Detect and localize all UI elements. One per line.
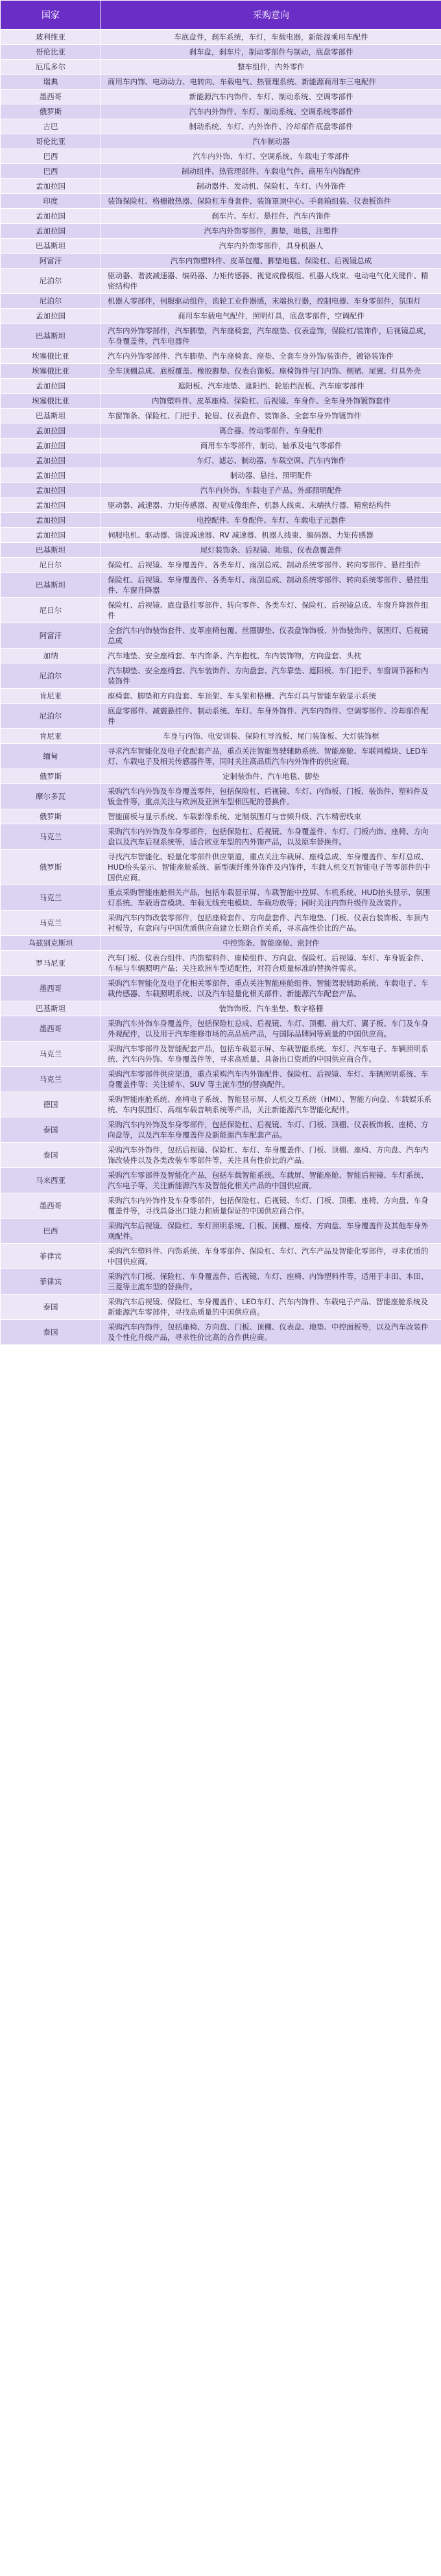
intent-cell: 商用车车载电气配件，照明灯具，底盘零部件，空调配件 bbox=[101, 309, 441, 324]
country-cell: 泰国 bbox=[1, 1294, 101, 1320]
country-cell: 玻利维亚 bbox=[1, 30, 101, 45]
country-cell: 巴西 bbox=[1, 164, 101, 179]
intent-cell: 采购汽车外饰件，包括后视镜、保险杠、车灯、车身覆盖件、门板、顶棚、座椅、方向盘、汽车内饰改装件以及各类改装车零部件等，关注具有性价比的产品。 bbox=[101, 1143, 441, 1168]
country-cell: 孟加拉国 bbox=[1, 453, 101, 468]
table-row bbox=[1, 1092, 441, 1117]
country-cell: 罗马尼亚 bbox=[1, 951, 101, 976]
table-row bbox=[1, 438, 441, 453]
table-header-row bbox=[1, 1, 441, 30]
intent-cell: 智能面板与显示系统、车载影像系统、定制氛围灯与音频升级、汽车精密线束 bbox=[101, 809, 441, 824]
intent-cell: 采购汽车内外饰件及车身零部件，包括保险杠、后视镜、车灯、门板、顶棚、座椅、方向盘、车身覆盖件等，寻找具备出口能力和质量保证的中国供应商合作。 bbox=[101, 1193, 441, 1219]
intent-cell: 装饰保险杠、格栅散热器、保险杠车身套件、装饰罩顶中心、手套箱组装、仪表板饰件 bbox=[101, 194, 441, 209]
table-row bbox=[1, 623, 441, 649]
intent-cell: 底盘零部件、减震悬挂件、制动系统、车灯、车身外饰件、汽车内饰件、空调零部件、冷却部件配件 bbox=[101, 704, 441, 729]
table-row bbox=[1, 468, 441, 483]
table-row bbox=[1, 179, 441, 194]
country-cell: 泰国 bbox=[1, 1143, 101, 1168]
intent-cell: 汽车制动器 bbox=[101, 134, 441, 149]
country-cell: 巴基斯坦 bbox=[1, 409, 101, 423]
table-row bbox=[1, 598, 441, 623]
country-cell: 墨西哥 bbox=[1, 1016, 101, 1042]
country-cell: 俄罗斯 bbox=[1, 850, 101, 885]
country-cell: 加纳 bbox=[1, 649, 101, 663]
table-row bbox=[1, 294, 441, 309]
intent-cell: 全车顶棚总成、底板覆盖、橡胶脚垫、仪表台饰板、座椅饰件与门内饰、侧裙、尾翼、灯具外壳 bbox=[101, 364, 441, 379]
country-cell: 马克兰 bbox=[1, 824, 101, 850]
intent-cell: 商用车内饰、电动动力、电转向、车载电气、热管理系统、新能源商用车三电配件 bbox=[101, 75, 441, 89]
intent-cell: 寻求汽车智能化及电子化配套产品，重点关注智能驾驶辅助系统、智能座舱、车联网模块、LED车灯、车载电子及相关传感器件等，同时关注高品质汽车内外饰件的供应商。 bbox=[101, 744, 441, 769]
intent-cell: 采购汽车内饰件，包括座椅、方向盘、门板、顶棚、仪表盘、地垫、中控面板等，以及汽车改装件及个性化升级产品，寻求性价比高的合作供应商。 bbox=[101, 1320, 441, 1345]
intent-cell: 定制装饰件、汽车地毯、脚垫 bbox=[101, 769, 441, 784]
table-row bbox=[1, 729, 441, 744]
table-row bbox=[1, 513, 441, 528]
intent-cell: 保险杠、后视镜、底盘悬挂零部件、转向零件、各类车灯、保险杠、后视镜总成、车窗升降器件组件 bbox=[101, 598, 441, 623]
intent-cell: 采购汽车零部件及智能化产品，包括车载智能系统、车载屏、智能座舱、智能后视镜、车灯系统、汽车电子等，关注新能源汽车及智能化相关产品的中国供应商。 bbox=[101, 1168, 441, 1193]
table-row bbox=[1, 268, 441, 294]
table-row bbox=[1, 543, 441, 558]
table-row bbox=[1, 936, 441, 951]
intent-cell: 采购汽车后视镜、保险杠、车灯照明系统、门板、顶棚、座椅、方向盘、车身覆盖件及其他车身外观配件。 bbox=[101, 1219, 441, 1244]
table-row bbox=[1, 1294, 441, 1320]
table-row bbox=[1, 573, 441, 598]
country-cell: 俄罗斯 bbox=[1, 809, 101, 824]
country-cell: 俄罗斯 bbox=[1, 104, 101, 119]
country-cell: 巴基斯坦 bbox=[1, 573, 101, 598]
country-cell: 阿富汗 bbox=[1, 254, 101, 268]
intent-cell: 采购汽车后视镜、保险杠、车身覆盖件、LED车灯、汽车内饰件、车载电子产品、智能座舱系统及新能源汽车零部件，寻找高质量的中国供应商。 bbox=[101, 1294, 441, 1320]
country-cell: 孟加拉国 bbox=[1, 483, 101, 498]
country-cell: 巴西 bbox=[1, 149, 101, 164]
table-row bbox=[1, 744, 441, 769]
country-cell: 孟加拉国 bbox=[1, 209, 101, 224]
table-row bbox=[1, 1219, 441, 1244]
intent-cell: 采购汽车塑料件、内饰系统、车身零部件、保险杠、车灯、汽车产品及智能化零部件，寻求优质的中国供应商。 bbox=[101, 1244, 441, 1269]
table-row bbox=[1, 60, 441, 75]
country-cell: 古巴 bbox=[1, 119, 101, 134]
country-cell: 巴西 bbox=[1, 1219, 101, 1244]
intent-cell: 采购汽车门板、保险杠、车身覆盖件、后视镜、车灯、座椅、内饰塑料件等，适用于丰田、本田、三菱等主流车型的替换件。 bbox=[101, 1269, 441, 1294]
country-cell: 孟加拉国 bbox=[1, 498, 101, 513]
table-row bbox=[1, 498, 441, 513]
country-cell: 尼泊尔 bbox=[1, 704, 101, 729]
country-cell: 埃塞俄比亚 bbox=[1, 394, 101, 409]
table-row bbox=[1, 209, 441, 224]
intent-cell: 汽车内外饰件、车灯、制动系统、空调系统零部件 bbox=[101, 104, 441, 119]
country-cell: 摩尔多瓦 bbox=[1, 784, 101, 809]
country-cell: 马克兰 bbox=[1, 885, 101, 911]
table-row bbox=[1, 75, 441, 89]
country-cell: 孟加拉国 bbox=[1, 224, 101, 239]
country-cell: 尼日尔 bbox=[1, 598, 101, 623]
intent-cell: 汽车内外饰零部件，具身机器人 bbox=[101, 239, 441, 254]
intent-cell: 驱动器、谐波减速器、编码器、力矩传感器、视觉成像模组、机器人线束、电动电气化关键件、精密结构件 bbox=[101, 268, 441, 294]
country-cell: 尼日尔 bbox=[1, 558, 101, 573]
country-cell: 泰国 bbox=[1, 1117, 101, 1143]
country-cell: 巴基斯坦 bbox=[1, 543, 101, 558]
intent-cell: 新能源汽车内饰件、车灯、制动系统、空调零部件 bbox=[101, 89, 441, 104]
intent-cell: 机器人零部件，伺服驱动组件，齿轮工业件器感，末端执行器，控制电器、车身零部件，氛围灯 bbox=[101, 294, 441, 309]
intent-cell: 采购汽车智能化及电子化相关零部件，重点关注智能座舱组件、智能驾驶辅助系统、车载电子、车载传感器、车载照明系统、以及汽车轻量化相关部件、新能源汽车配套产品。 bbox=[101, 976, 441, 1001]
table-row bbox=[1, 976, 441, 1001]
table-row bbox=[1, 784, 441, 809]
table-row bbox=[1, 324, 441, 349]
intent-cell: 采购汽车零部件及智能配套产品，包括车载显示屏、车载智能系统、车灯、汽车电子、车辆照明系统、汽车内外饰、车身覆盖件等，寻求高质量、具备出口资质的中国供应商合作。 bbox=[101, 1042, 441, 1067]
table-row bbox=[1, 1067, 441, 1092]
country-cell: 哥伦比亚 bbox=[1, 134, 101, 149]
intent-cell: 车底盘件，刹车系统，车灯，车载电器，新能源乘用车配件 bbox=[101, 30, 441, 45]
table-row bbox=[1, 394, 441, 409]
intent-cell: 汽车内外饰、车载电子产品、外部照明配件 bbox=[101, 483, 441, 498]
country-cell: 肯尼亚 bbox=[1, 689, 101, 704]
intent-cell: 采购汽车内外饰及车身零部件，包括保险杠、后视镜、车灯、门板、顶棚、仪表板饰板、座椅、方向盘等，以及汽车车身覆盖件及新能源汽车配套产品。 bbox=[101, 1117, 441, 1143]
intent-cell: 汽车内饰塑料件、皮革包覆、脚垫地毯、保险杠、后视镜总成 bbox=[101, 254, 441, 268]
intent-cell: 离合器、传动零部件、车身配件 bbox=[101, 423, 441, 438]
intent-cell: 汽车内外饰零部件，脚垫，地毯，注塑件 bbox=[101, 224, 441, 239]
country-cell: 马克兰 bbox=[1, 911, 101, 936]
intent-cell: 采购汽车外饰车身覆盖件，包括保险杠总成、后视镜、车灯、顶棚、前大灯、翼子板、车门及车身外观配件，以及用于汽车维修市场的高品质产品，与国际品牌同等质量的中国供应商。 bbox=[101, 1016, 441, 1042]
country-cell: 巴基斯坦 bbox=[1, 324, 101, 349]
table-row bbox=[1, 528, 441, 543]
intent-cell: 制动组件、热管理部件、车载电气件、商用车内饰配件 bbox=[101, 164, 441, 179]
table-row bbox=[1, 689, 441, 704]
country-cell: 孟加拉国 bbox=[1, 468, 101, 483]
table-row bbox=[1, 89, 441, 104]
table-row bbox=[1, 1244, 441, 1269]
intent-cell: 车灯、滤芯、制动器、车载空调、汽车内饰件 bbox=[101, 453, 441, 468]
intent-cell: 汽车脚垫、安全座椅套、汽车装饰件、方向盘套、汽车靠垫、遮阳板、车门把手、车窗调节器和内装饰件 bbox=[101, 663, 441, 689]
table-row bbox=[1, 349, 441, 364]
intent-cell: 内饰塑料件、皮革座椅、保险杠、后视镜、车身件、全车身外饰镀饰套件 bbox=[101, 394, 441, 409]
country-cell: 巴基斯坦 bbox=[1, 239, 101, 254]
intent-cell: 制动器件、发动机、保险杠、车灯、内外饰件 bbox=[101, 179, 441, 194]
country-cell: 德国 bbox=[1, 1092, 101, 1117]
table-row bbox=[1, 649, 441, 663]
table-row bbox=[1, 1193, 441, 1219]
country-cell: 泰国 bbox=[1, 1320, 101, 1345]
table-row bbox=[1, 1001, 441, 1016]
intent-cell: 保险杠、后视镜、车身覆盖件、各类车灯、雨刮总成、制动系统零部件、转向零部件、悬挂组件 bbox=[101, 558, 441, 573]
intent-cell: 伺服电机、驱动器、谐波减速器、RV 减速器、机器人线束、编码器、力矩传感器 bbox=[101, 528, 441, 543]
country-cell: 埃塞俄比亚 bbox=[1, 364, 101, 379]
table-row bbox=[1, 1269, 441, 1294]
table-row bbox=[1, 809, 441, 824]
country-cell: 孟加拉国 bbox=[1, 309, 101, 324]
table-row bbox=[1, 45, 441, 60]
table-row bbox=[1, 951, 441, 976]
table-row bbox=[1, 1016, 441, 1042]
intent-cell: 制动系统、车灯、内外饰件、冷却部件底盘零部件 bbox=[101, 119, 441, 134]
country-cell: 孟加拉国 bbox=[1, 438, 101, 453]
table-row bbox=[1, 663, 441, 689]
intent-cell: 采购汽车零部件供应渠道，重点采购汽车内外饰配件、保险杠、后视镜、车灯、车辆照明系统、车身覆盖件等；关注轿车、SUV 等主流车型的替换配件。 bbox=[101, 1067, 441, 1092]
intent-cell: 驱动器、减速器、力矩传感器、视觉成像组件、机器人线束、末端执行器、精密结构件 bbox=[101, 498, 441, 513]
intent-cell: 汽车内外饰零部件、汽车脚垫、汽车座椅套、座垫、全套车身外饰/装饰件，镀铬装饰件 bbox=[101, 349, 441, 364]
table-row bbox=[1, 1143, 441, 1168]
country-cell: 缅甸 bbox=[1, 744, 101, 769]
country-cell: 孟加拉国 bbox=[1, 528, 101, 543]
table-row bbox=[1, 824, 441, 850]
intent-cell: 汽车内外饰零部件，汽车脚垫，汽车座椅套，汽车座垫、仪表盘饰，保险杠/装饰件，后视镜总成，车身覆盖件，汽车电器件 bbox=[101, 324, 441, 349]
country-cell: 俄罗斯 bbox=[1, 769, 101, 784]
country-cell: 哥伦比亚 bbox=[1, 45, 101, 60]
country-cell: 尼泊尔 bbox=[1, 268, 101, 294]
intent-cell: 尾灯装饰条、后视镜、地毯、仪表盘覆盖件 bbox=[101, 543, 441, 558]
table-row bbox=[1, 254, 441, 268]
country-cell: 尼泊尔 bbox=[1, 294, 101, 309]
country-cell: 墨西哥 bbox=[1, 89, 101, 104]
intent-cell: 重点采购智能座舱相关产品，包括车载显示屏、车载智能中控屏、车机系统、HUD抬头显示、氛围灯系统、车载语音模块、车载无线充电模块、车载功放等；同时关注内饰升级件及改装件。 bbox=[101, 885, 441, 911]
intent-cell: 车窗饰条、保险杠、门把手、轮眉、仪表盘件、装饰条、全套车身外饰镀饰件 bbox=[101, 409, 441, 423]
intent-cell: 寻找汽车智能化、轻量化零部件供应渠道，重点关注车载屏、座椅总成、车身覆盖件、车灯总成、HUD抬头显示、智能座舱系统、新型碳纤维外饰件及内饰件，车载人机交互智能电子等零部件的中国供应商。 bbox=[101, 850, 441, 885]
country-cell: 菲律宾 bbox=[1, 1269, 101, 1294]
table-row bbox=[1, 769, 441, 784]
table-row bbox=[1, 911, 441, 936]
intent-cell: 整车组件，内外零件 bbox=[101, 60, 441, 75]
intent-cell: 遮阳板、汽车地垫、遮阳挡、轮胎挡泥板、汽车座零部件 bbox=[101, 379, 441, 394]
intent-cell: 全套汽车内饰装饰套件、皮革座椅包覆、丝圈脚垫、仪表盘饰饰板、外饰装饰件、氛围灯、后视镜总成 bbox=[101, 623, 441, 649]
country-cell: 瑞典 bbox=[1, 75, 101, 89]
intent-cell: 中控饰条、智能座舱、密封件 bbox=[101, 936, 441, 951]
country-cell: 孟加拉国 bbox=[1, 513, 101, 528]
intent-cell: 电控配件、车身配件、车灯、车载电子元器件 bbox=[101, 513, 441, 528]
table-row bbox=[1, 558, 441, 573]
table-row bbox=[1, 194, 441, 209]
table-row bbox=[1, 423, 441, 438]
table-row bbox=[1, 379, 441, 394]
country-cell: 孟加拉国 bbox=[1, 379, 101, 394]
intent-cell: 座椅套、脚垫和方向盘套、车顶架、车头架和格栅、汽车灯具与智能车载显示系统 bbox=[101, 689, 441, 704]
country-cell: 肯尼亚 bbox=[1, 729, 101, 744]
country-cell: 厄瓜多尔 bbox=[1, 60, 101, 75]
table-row bbox=[1, 364, 441, 379]
country-cell: 尼泊尔 bbox=[1, 663, 101, 689]
table-row bbox=[1, 885, 441, 911]
country-cell: 墨西哥 bbox=[1, 1193, 101, 1219]
table-row bbox=[1, 104, 441, 119]
table-row bbox=[1, 704, 441, 729]
table-row bbox=[1, 1117, 441, 1143]
table-body bbox=[1, 30, 441, 1345]
header-country: 国家 bbox=[1, 1, 101, 30]
intent-cell: 采购汽车内外饰及车身零部件，包括保险杠、后视镜、车身覆盖件、车灯、门板内饰、座椅、方向盘以及汽车后视系统等，适合欧亚车型的内外饰产品，以及原车替换件。 bbox=[101, 824, 441, 850]
country-cell: 埃塞俄比亚 bbox=[1, 349, 101, 364]
country-cell: 马克兰 bbox=[1, 1067, 101, 1092]
intent-cell: 汽车内外饰、车灯、空调系统、车载电子零部件 bbox=[101, 149, 441, 164]
table-row bbox=[1, 1042, 441, 1067]
table-row bbox=[1, 149, 441, 164]
intent-cell: 刹车盘，刹车片，制动零部件与制动，底盘零部件 bbox=[101, 45, 441, 60]
intent-cell: 采购汽车内饰改装零部件，包括座椅套件、方向盘套件、汽车地垫、门板、仪表台装饰板、车顶内衬板等，有意向与中国优质供应商建立长期合作关系，寻求高性价比的产品。 bbox=[101, 911, 441, 936]
table-row bbox=[1, 1168, 441, 1193]
country-cell: 墨西哥 bbox=[1, 976, 101, 1001]
intent-cell: 汽车门板、仪表台组件、内饰塑料件、座椅组件、方向盘、保险杠、后视镜、车灯、车身钣金件、车标与车辆照明产品；关注欧洲车型适配性，对符合质量标准的替换件需求。 bbox=[101, 951, 441, 976]
country-cell: 菲律宾 bbox=[1, 1244, 101, 1269]
table-row bbox=[1, 483, 441, 498]
intent-cell: 汽车地垫、安全座椅套、车内饰条、汽车抱枕、车内装饰物，方向盘套、头枕 bbox=[101, 649, 441, 663]
country-cell: 巴基斯坦 bbox=[1, 1001, 101, 1016]
table-row bbox=[1, 164, 441, 179]
country-cell: 马来西亚 bbox=[1, 1168, 101, 1193]
table-row bbox=[1, 224, 441, 239]
table-row bbox=[1, 119, 441, 134]
intent-cell: 商用车车零部件，制动，轴承及电气零部件 bbox=[101, 438, 441, 453]
intent-cell: 保险杠、后视镜、车身覆盖件、各类车灯、雨刮总成、制动系统零部件、转向系统零部件、悬挂组件、车窗升降器 bbox=[101, 573, 441, 598]
intent-cell: 刹车片、车灯、悬挂件、汽车内饰件 bbox=[101, 209, 441, 224]
intent-cell: 采购汽车内外饰及车身覆盖零件，包括保险杠、后视镜、车灯、内饰板、门板、装饰件、塑料件及钣金件等，重点关注与欧洲及亚洲车型相匹配的替换件。 bbox=[101, 784, 441, 809]
intent-cell: 制动器、悬挂、照明配件 bbox=[101, 468, 441, 483]
table-row bbox=[1, 1320, 441, 1345]
header-intent: 采购意向 bbox=[101, 1, 441, 30]
intent-cell: 装饰饰板、汽车坐垫、数字格栅 bbox=[101, 1001, 441, 1016]
country-cell: 马克兰 bbox=[1, 1042, 101, 1067]
table-row bbox=[1, 850, 441, 885]
table-row bbox=[1, 453, 441, 468]
intent-cell: 采购智能座舱系统、座椅电子系统、智能显示屏、人机交互系统（HMI）、智能方向盘、车载娱乐系统、车内氛围灯、高端车载音响系统等产品，关注新能源汽车智能化配件。 bbox=[101, 1092, 441, 1117]
table-row bbox=[1, 409, 441, 423]
country-cell: 孟加拉国 bbox=[1, 179, 101, 194]
table-row bbox=[1, 239, 441, 254]
table-row bbox=[1, 30, 441, 45]
table-row bbox=[1, 134, 441, 149]
intent-cell: 车身与内饰、电安训装、保险杠导流板、尾门装饰板、大灯装饰框 bbox=[101, 729, 441, 744]
country-cell: 印度 bbox=[1, 194, 101, 209]
country-cell: 孟加拉国 bbox=[1, 423, 101, 438]
table-row bbox=[1, 309, 441, 324]
country-cell: 阿富汗 bbox=[1, 623, 101, 649]
country-cell: 乌兹别克斯坦 bbox=[1, 936, 101, 951]
